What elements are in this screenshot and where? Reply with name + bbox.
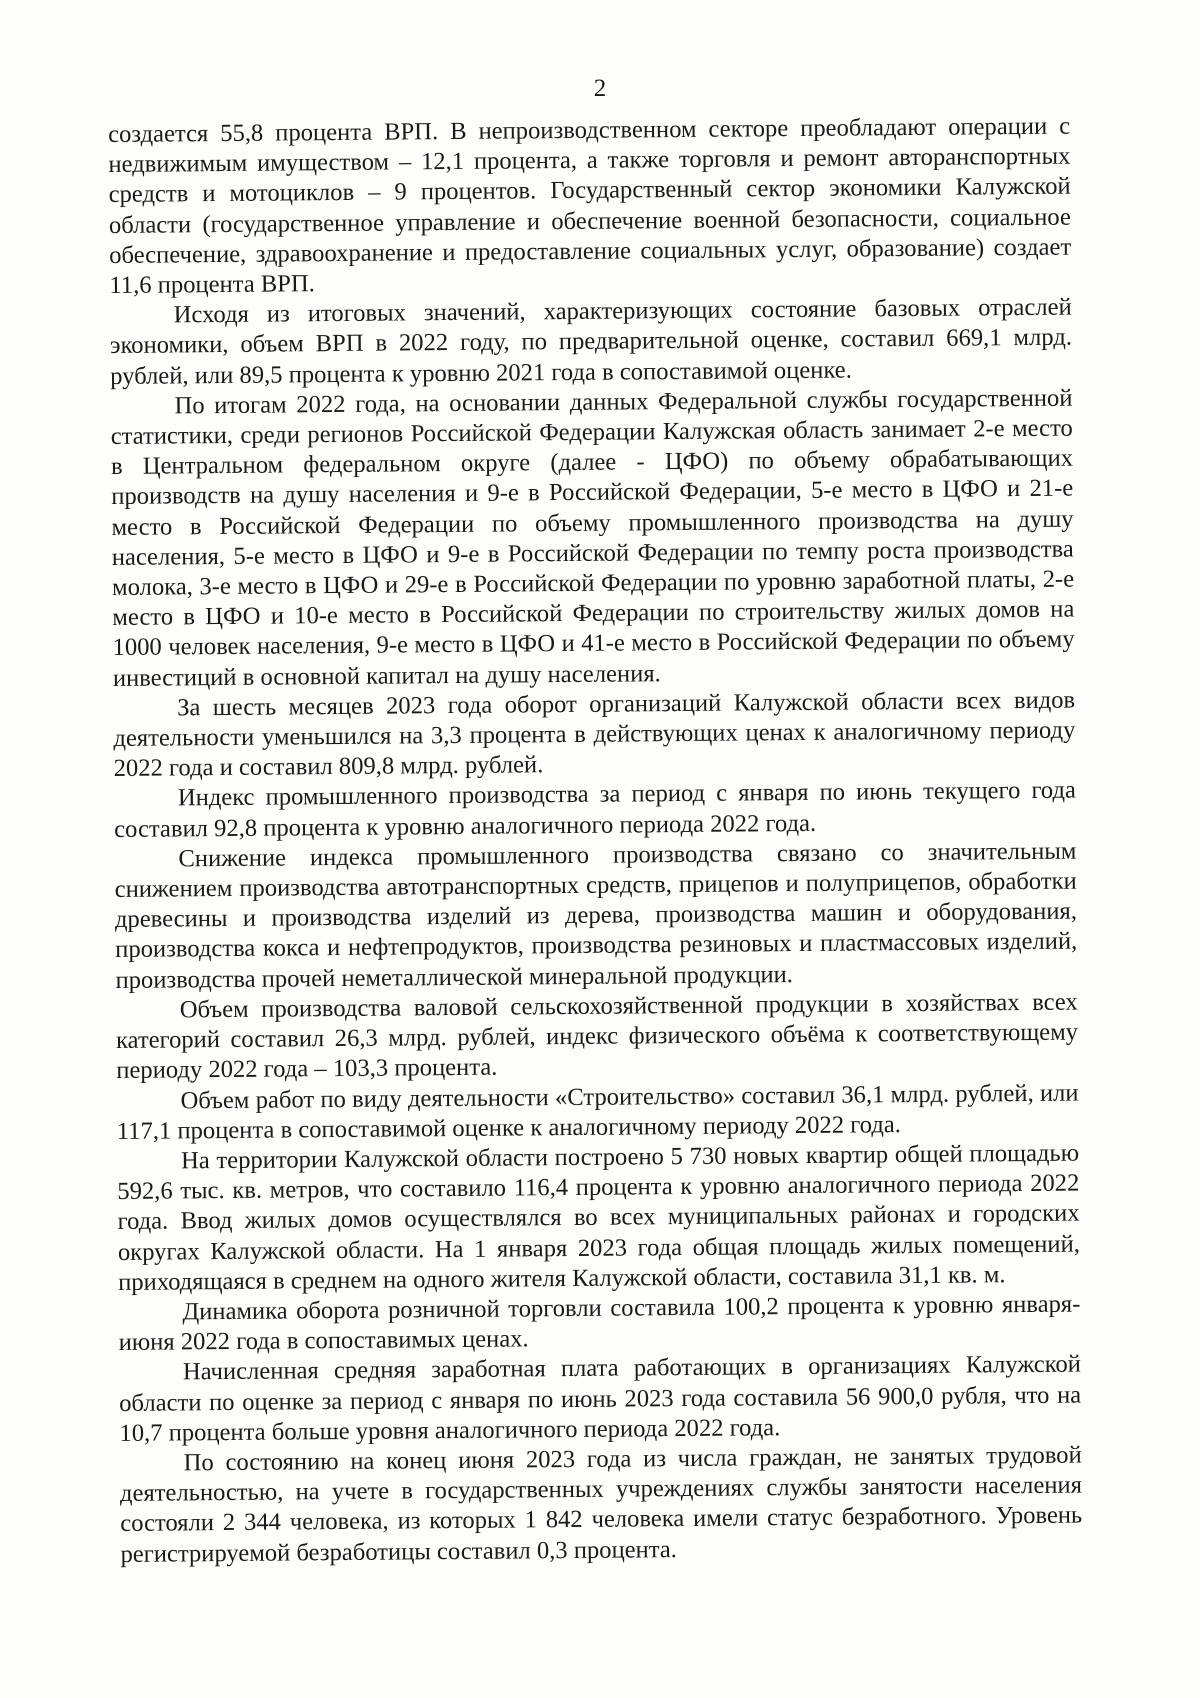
paragraph-10: Динамика оборота розничной торговли составила 100,2 процента к уровню января-июня 2022 года в сопоставимых ценах.	[118, 1290, 1081, 1357]
paragraph-11: Начисленная средняя заработная плата работающих в организациях Калужской области по оценке за период с января по июнь 2023 года составила 56 900,0 рубля, что на 10,7 процента больше уровня аналогичного периода 2022 года.	[119, 1350, 1082, 1447]
paragraph-1: создается 55,8 процента ВРП. В непроизводственном секторе преобладают операции с недвижимым имуществом – 12,1 процента, а также торговля и ремонт авторанспортных средств и мотоциклов – 9 процентов. Государственный сектор экономики Калужской области (государственное управление и обеспечение военной безопасности, социальное обеспечение, здравоохранение и предоставление социальных услуг, образование) создает 11,6 процента ВРП.	[108, 112, 1072, 300]
paragraph-9: На территории Калужской области построено 5 730 новых квартир общей площадью 592,6 тыс. кв. метров, что составило 116,4 процента к уровню аналогичного периода 2022 года. Ввод жилых домов осуществлялся во всех муниципальных районах и городских округах Калужской области. На 1 января 2023 года общая площадь жилых помещений, приходящаяся в среднем на одного жителя Калужской области, составила 31,1 кв. м.	[117, 1139, 1080, 1296]
page-number: 2	[593, 75, 607, 102]
paragraph-4: За шесть месяцев 2023 года оборот организаций Калужской области всех видов деятельности уменьшился на 3,3 процента в действующих ценах к аналогичному периоду 2022 года и составил 809,8 млрд. рублей.	[113, 686, 1076, 783]
document-body	[108, 112, 1083, 1570]
paragraph-5: Индекс промышленного производства за период с января по июнь текущего года составил 92,8 процента к уровню аналогичного периода 2022 года.	[114, 777, 1077, 843]
paragraph-12: По состоянию на конец июня 2023 года из числа граждан, не занятых трудовой деятельностью, на учете в государственных учреждениях службы занятости населения состояли 2 344 человека, из которых 1 842 человека имели статус безработного. Уровень регистрируемой безработицы составил 0,3 процента.	[119, 1441, 1083, 1568]
paragraph-8: Объем работ по виду деятельности «Строительство» составил 36,1 млрд. рублей, или 117,1 процента в сопоставимой оценке к аналогичному периоду 2022 года.	[116, 1079, 1079, 1145]
paragraph-2: Исходя из итоговых значений, характеризующих состояние базовых отраслей экономики, объем ВРП в 2022 году, по предварительной оценке, составил 669,1 млрд. рублей, или 89,5 процента к уровню 2021 года в сопоставимой оценке.	[109, 293, 1073, 390]
paragraph-6: Снижение индекса промышленного производства связано со значительным снижением производства автотранспортных средств, прицепов и полуприцепов, обработки древесины и производства изделий из дерева, производства машин и оборудования, производства кокса и нефтепродуктов, производства резиновых и пластмассовых изделий, производства прочей неметаллической минеральной продукции.	[114, 837, 1078, 994]
paragraph-3: По итогам 2022 года, на основании данных Федеральной службы государственной статистики, среди регионов Российской Федерации Калужская область занимает 2-е место в Центральном федеральном округе (далее - ЦФО) по объему обрабатывающих производств на душу населения и 9-е в Российской Федерации, 5-е место в ЦФО и 21-е место в Российской Федерации по объему промышленного производства на душу населения, 5-е место в ЦФО и 9-е в Российской Федерации по темпу роста производства молока, 3-е место в ЦФО и 29-е в Российской Федерации по уровню заработной платы, 2-е место в ЦФО и 10-е место в Российской Федерации по строительству жилых домов на 1000 человек населения, 9-е место в ЦФО и 41-е место в Российской Федерации по объему инвестиций в основной капитал на душу населения.	[110, 384, 1075, 692]
paragraph-7: Объем производства валовой сельскохозяйственной продукции в хозяйствах всех категорий составил 26,3 млрд. рублей, индекс физического объёма к соответствующему периоду 2022 года – 103,3 процента.	[115, 988, 1079, 1085]
